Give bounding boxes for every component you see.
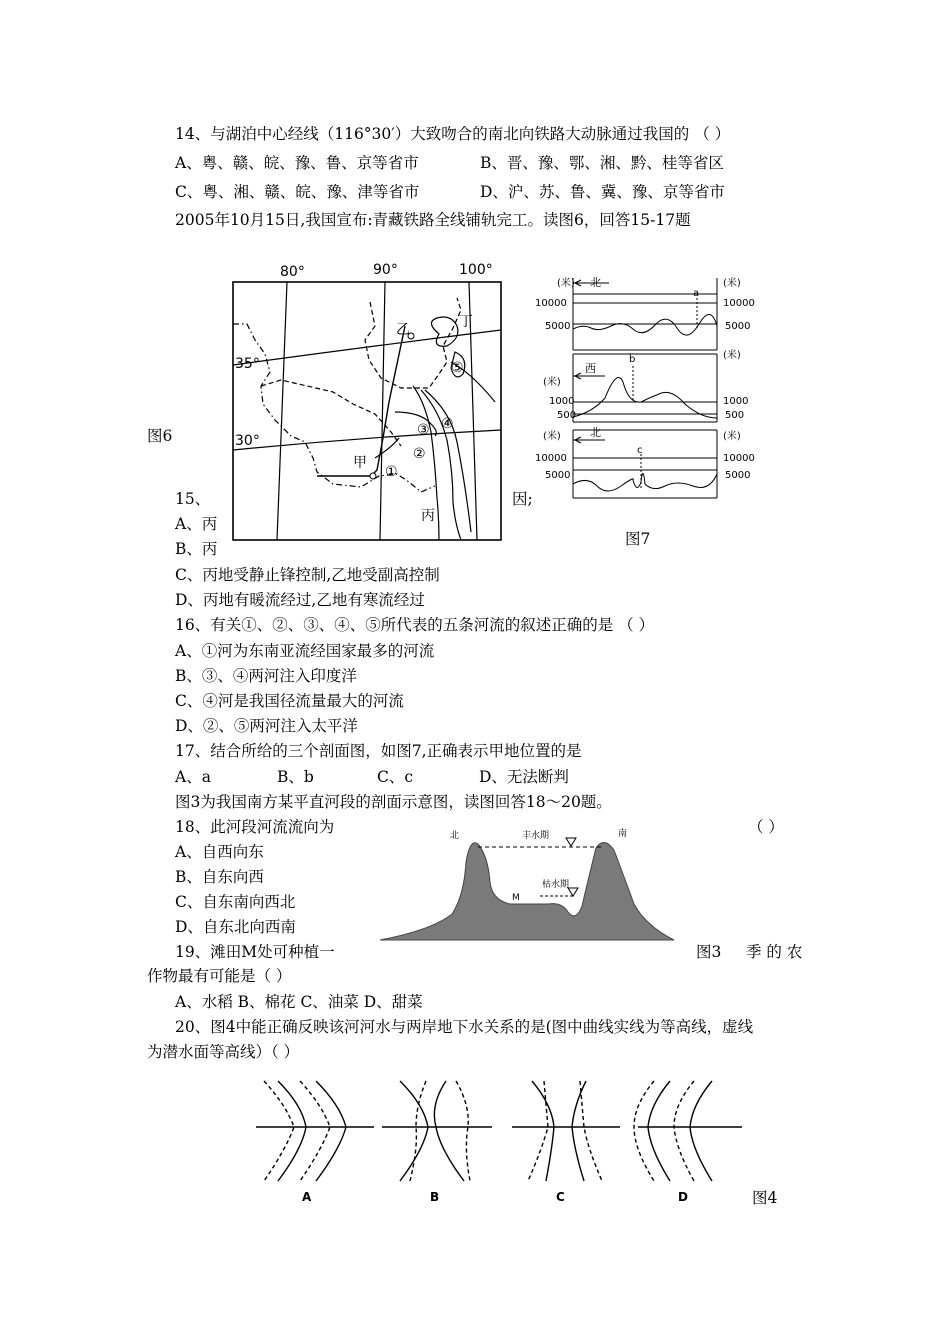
q19-stem-start: 19、滩田M处可种植一: [175, 943, 335, 961]
figure-4-contours: [250, 1075, 750, 1207]
profile3-tick-5000: 5000: [545, 470, 571, 481]
river-label-1: ①: [385, 464, 398, 480]
profile1-tick-10000-right: 10000: [723, 298, 755, 309]
q20-stem-line2: 为潜水面等高线）（ ）: [147, 1043, 300, 1061]
river-west: [375, 438, 399, 458]
q17-option-b: B、b: [277, 768, 314, 786]
diagram-c: [512, 1081, 620, 1181]
profile3-direction: 北: [590, 426, 601, 439]
profile2-tick-500-right: 500: [725, 410, 745, 421]
profile2-terrain: [573, 378, 717, 418]
intro-15-17: 2005年10月15日,我国宣布:青藏铁路全线铺轨完工。读图6，回答15-17题: [175, 211, 691, 229]
meridian-80: [277, 282, 287, 540]
profile3-unit-left: (米): [543, 431, 561, 442]
q18-option-a: A、自西向东: [175, 843, 264, 861]
profile3-marker: c: [637, 445, 643, 456]
river-label-4: ④: [441, 416, 454, 432]
diagram-b: [382, 1081, 492, 1181]
profile1-tick-5000-right: 5000: [725, 321, 751, 332]
river-label-3: ③: [417, 422, 430, 438]
q14-option-b: B、晋、豫、鄂、湘、黔、桂等省区: [480, 154, 724, 172]
lat-30-label: 30°: [235, 433, 260, 449]
q15-option-d: D、丙地有暖流经过,乙地有寒流经过: [175, 591, 425, 609]
diagram-d: [634, 1081, 742, 1181]
fig6-caption: 图6: [147, 427, 173, 445]
city-point: [370, 473, 376, 479]
q18-option-c: C、自东南向西北: [175, 893, 296, 911]
fig4-label-b: B: [430, 1190, 440, 1204]
profile1-tick-10000: 10000: [535, 298, 567, 309]
boundary-line: [233, 324, 435, 492]
fig3-high-water-label: 丰水期: [522, 831, 550, 841]
profile2-tick-1000-right: 1000: [723, 396, 749, 407]
q17-stem: 17、结合所给的三个剖面图，如图7,正确表示甲地位置的是: [175, 742, 582, 760]
parallel-30: [233, 430, 501, 450]
q18-answer-paren: （ ）: [748, 818, 784, 836]
profile1-tick-5000: 5000: [545, 321, 571, 332]
fig4-label-c: C: [556, 1190, 565, 1204]
q16-option-d: D、②、⑤两河注入太平洋: [175, 717, 358, 735]
q14-option-a: A、粤、赣、皖、豫、鲁、京等省市: [175, 154, 419, 172]
river-4: [395, 412, 436, 436]
q15-stem-end: 因;: [512, 490, 533, 508]
q17-option-a: A、a: [175, 768, 211, 786]
profile2-tick-500: 500: [557, 410, 577, 421]
profile1-direction: 北: [590, 276, 601, 289]
lon-100-label: 100°: [459, 262, 493, 278]
place-yi: 乙: [396, 322, 410, 338]
place-bing: 丙: [421, 508, 435, 524]
q15-option-c: C、丙地受静止锋控制,乙地受副高控制: [175, 566, 440, 584]
basin-dashed: [365, 298, 461, 388]
fig3-point-m: M: [512, 893, 520, 903]
fig3-low-water-label: 枯水期: [542, 880, 570, 890]
q18-stem: 18、此河段河流流向为: [175, 818, 335, 836]
fig3-north-label: 北: [450, 831, 460, 841]
q14-option-c: C、粤、湘、赣、皖、豫、津等省市: [175, 183, 420, 201]
fig3-caption: 图3: [696, 943, 722, 961]
figure-7-profiles: [535, 272, 770, 504]
river-label-5: ⑤: [451, 360, 464, 376]
lat-35-label: 35°: [235, 356, 260, 372]
low-water-marker: [568, 888, 578, 896]
profile3-terrain: [573, 473, 717, 491]
diagram-a: [256, 1081, 374, 1181]
figure-3-river-profile: [372, 822, 684, 948]
q14-stem: 14、与湖泊中心经线（116°30′）大致吻合的南北向铁路大动脉通过我国的 （ ）: [175, 125, 731, 143]
q16-option-c: C、④河是我国径流量最大的河流: [175, 692, 404, 710]
q16-option-a: A、①河为东南亚流经国家最多的河流: [175, 642, 435, 660]
q17-option-d: D、无法断判: [479, 768, 569, 786]
profile1-unit-right: (米): [723, 278, 741, 289]
fig3-south-label: 南: [618, 829, 628, 839]
q15-stem-start: 15、: [175, 490, 211, 508]
q19-stem-line2: 作物最有可能是（ ）: [147, 967, 292, 985]
profile1-unit-left: (米): [557, 278, 575, 289]
fig4-label-d: D: [678, 1190, 688, 1204]
q17-option-c: C、c: [377, 768, 414, 786]
profile2-direction: 西: [585, 362, 596, 375]
fig4-label-a: A: [302, 1190, 312, 1204]
profile2-tick-1000: 1000: [549, 396, 575, 407]
q19-stem-end: 季 的 农: [746, 943, 803, 961]
q14-option-d: D、沪、苏、鲁、冀、豫、京等省市: [480, 183, 725, 201]
q20-stem-line1: 20、图4中能正确反映该河河水与两岸地下水关系的是(图中曲线实线为等高线，虚线: [175, 1018, 754, 1036]
profile1-terrain: [573, 314, 717, 335]
profile3-tick-5000-right: 5000: [725, 470, 751, 481]
profile1-marker: a: [693, 288, 700, 299]
high-water-marker: [566, 838, 576, 846]
profile2-marker: b: [629, 354, 636, 365]
profile3-unit-right: (米): [723, 431, 741, 442]
lon-80-label: 80°: [280, 264, 305, 280]
q16-option-b: B、③、④两河注入印度洋: [175, 667, 357, 685]
profile3-tick-10000: 10000: [535, 453, 567, 464]
intro-18-20: 图3为我国南方某平直河段的剖面示意图，读图回答18～20题。: [175, 793, 612, 811]
q19-options: A、水稻 B、棉花 C、油菜 D、甜菜: [175, 993, 423, 1011]
terrain-profile: [380, 842, 674, 940]
q16-stem: 16、有关①、②、③、④、⑤所代表的五条河流的叙述正确的是 （ ）: [175, 616, 655, 634]
place-ding: 丁: [459, 314, 473, 330]
q18-option-d: D、自东北向西南: [175, 918, 296, 936]
q18-option-b: B、自东向西: [175, 868, 264, 886]
place-jia: 甲: [353, 455, 367, 471]
profile3-tick-10000-right: 10000: [723, 453, 755, 464]
lon-90-label: 90°: [373, 262, 398, 278]
q15-option-a: A、丙: [175, 515, 218, 533]
q15-option-b: B、丙: [175, 540, 218, 558]
figure-6-map: [225, 262, 510, 542]
fig4-caption: 图4: [752, 1189, 778, 1207]
river-label-2: ②: [413, 446, 426, 462]
profile2-unit-right: (米): [723, 350, 741, 361]
profile2-unit-left: (米): [543, 377, 561, 388]
meridian-90: [380, 282, 385, 540]
fig7-caption: 图7: [625, 530, 651, 548]
